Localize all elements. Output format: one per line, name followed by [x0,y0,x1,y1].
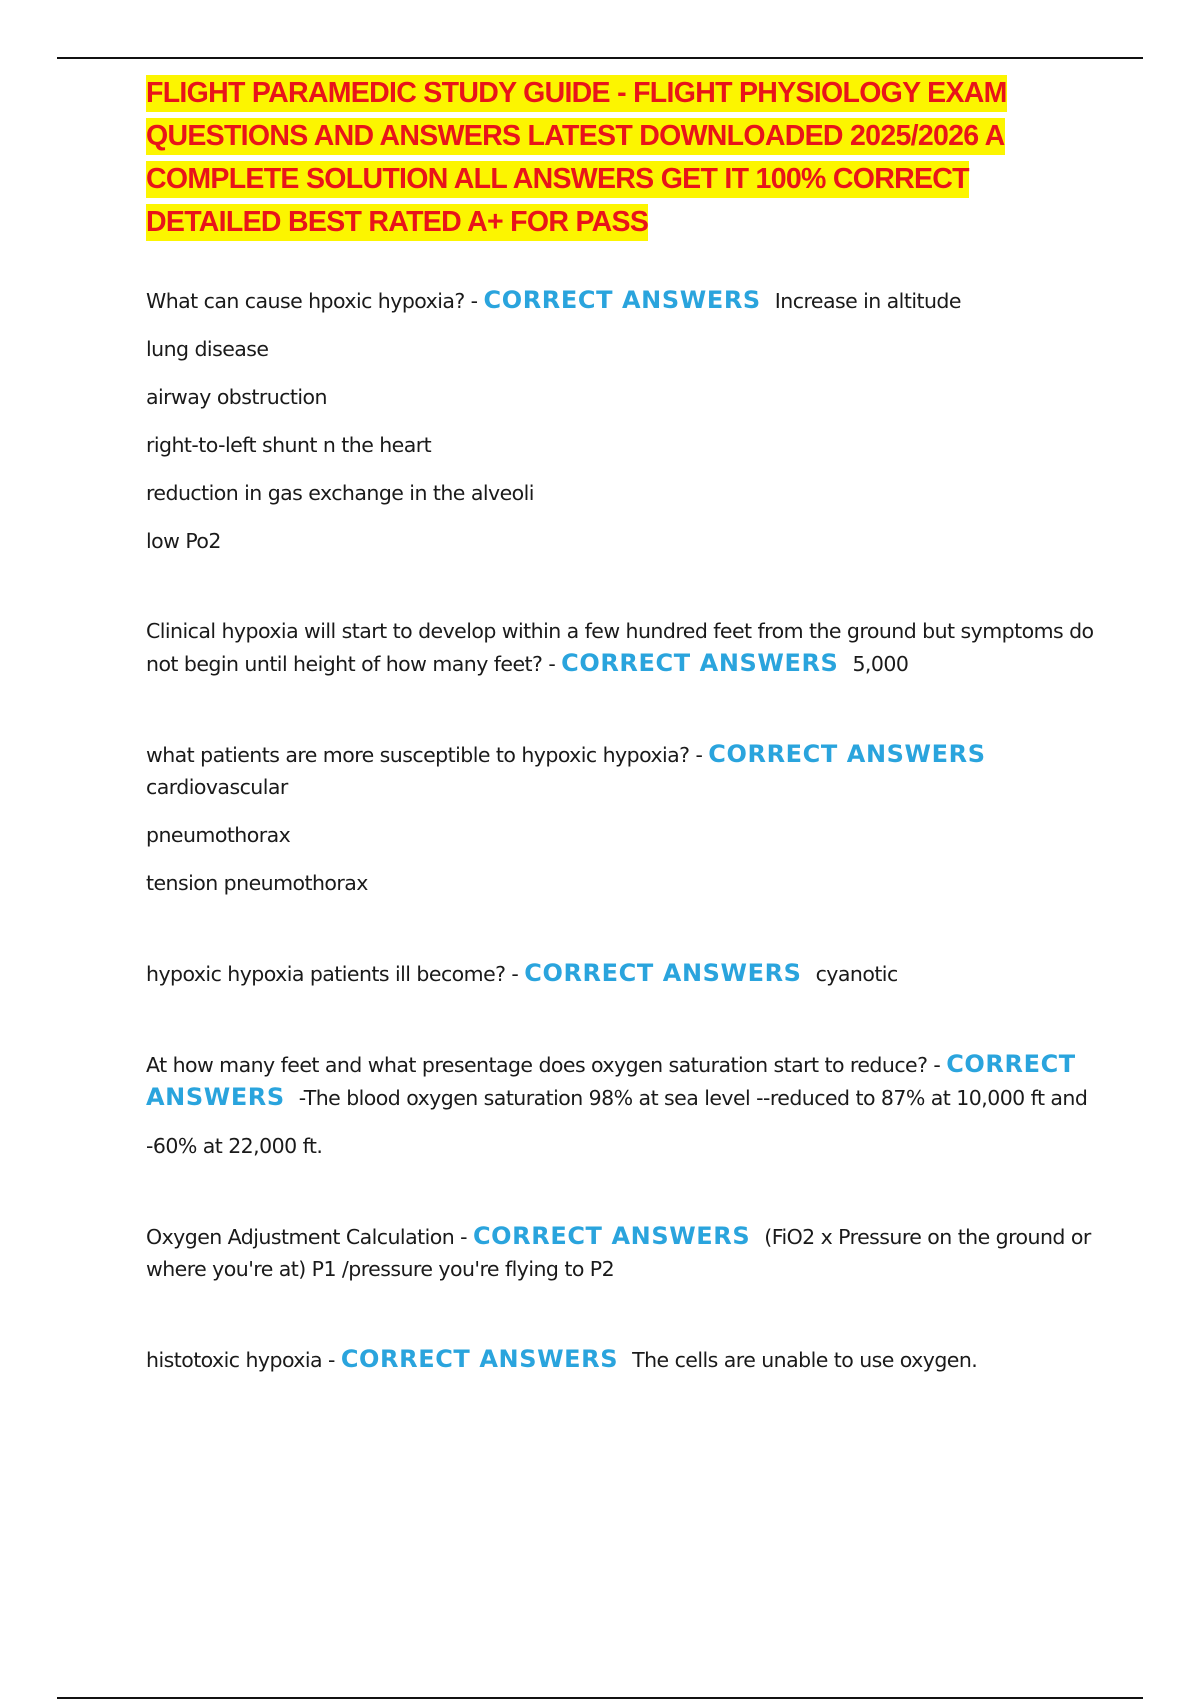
correct-answers-label-part2: ANSWERS [146,1083,285,1111]
answer-text: Increase in altitude [774,289,961,313]
answer-line: cardiovascular [146,775,288,799]
answer-text: -The blood oxygen saturation 98% at sea level --reduced to 87% at 10,000 ft and [298,1086,1088,1110]
document-title [146,72,1096,244]
answer-line: pneumothorax [146,823,291,847]
title-highlight: FLIGHT PARAMEDIC STUDY GUIDE - FLIGHT PHYSIOLOGY EXAM QUESTIONS AND ANSWERS LATEST DOWNLOADED 2025/2026 A COMPLETE SOLUTION ALL ANSWERS GET IT 100% CORRECT DETAILED BEST RATED A+ FOR PASS [146,75,1007,241]
answer-line: right-to-left shunt n the heart [146,433,432,457]
correct-answers-label: CORRECT ANSWERS [561,649,839,677]
answer-text: cyanotic [815,962,898,986]
answer-line: reduction in gas exchange in the alveoli [146,481,534,505]
correct-answers-label: CORRECT ANSWERS [708,740,986,768]
qa-item-7 [146,1343,1096,1376]
qa-item-2 [146,615,1096,680]
answer-line: lung disease [146,337,269,361]
question-line [146,615,1096,680]
question-line [146,1220,1096,1285]
answer-line: tension pneumothorax [146,871,368,895]
answer-line: airway obstruction [146,385,327,409]
question-line [146,738,1096,771]
correct-answers-label: CORRECT ANSWERS [524,959,802,987]
qa-item-5 [146,1048,1096,1162]
question-line [146,284,1096,317]
answer-text: (FiO2 x Pressure on the ground or where you're at) P1 /pressure you're flying to P2 [146,1225,1091,1281]
question-text: histotoxic hypoxia - [146,1348,335,1372]
answer-text: 5,000 [852,652,909,676]
bottom-rule [57,1697,1143,1699]
correct-answers-label-part1: CORRECT [946,1050,1076,1078]
question-text: Oxygen Adjustment Calculation - [146,1225,467,1249]
qa-item-1 [146,284,1096,557]
correct-answers-label: CORRECT ANSWERS [472,1222,751,1250]
correct-answers-label: CORRECT ANSWERS [340,1345,619,1373]
answer-text: The cells are unable to use oxygen. [632,1348,978,1372]
top-rule [57,57,1143,59]
question-text: hypoxic hypoxia patients ill become? - [146,962,519,986]
question-line [146,1048,1096,1114]
answer-line: -60% at 22,000 ft. [146,1134,323,1158]
qa-item-6 [146,1220,1096,1285]
question-text: Clinical hypoxia will start to develop within a few hundred feet from the ground but symptoms do not begin until height of how many feet? - [146,619,1094,676]
answer-line: low Po2 [146,529,221,553]
question-line [146,1343,1096,1376]
question-text: What can cause hpoxic hypoxia? - [146,289,478,313]
question-text: what patients are more susceptible to hypoxic hypoxia? - [146,743,703,767]
qa-item-4 [146,957,1096,990]
qa-item-3 [146,738,1096,899]
question-line [146,957,1096,990]
question-text: At how many feet and what presentage does oxygen saturation start to reduce? - [146,1053,941,1077]
correct-answers-label: CORRECT ANSWERS [483,286,761,314]
document-body [146,72,1096,1376]
